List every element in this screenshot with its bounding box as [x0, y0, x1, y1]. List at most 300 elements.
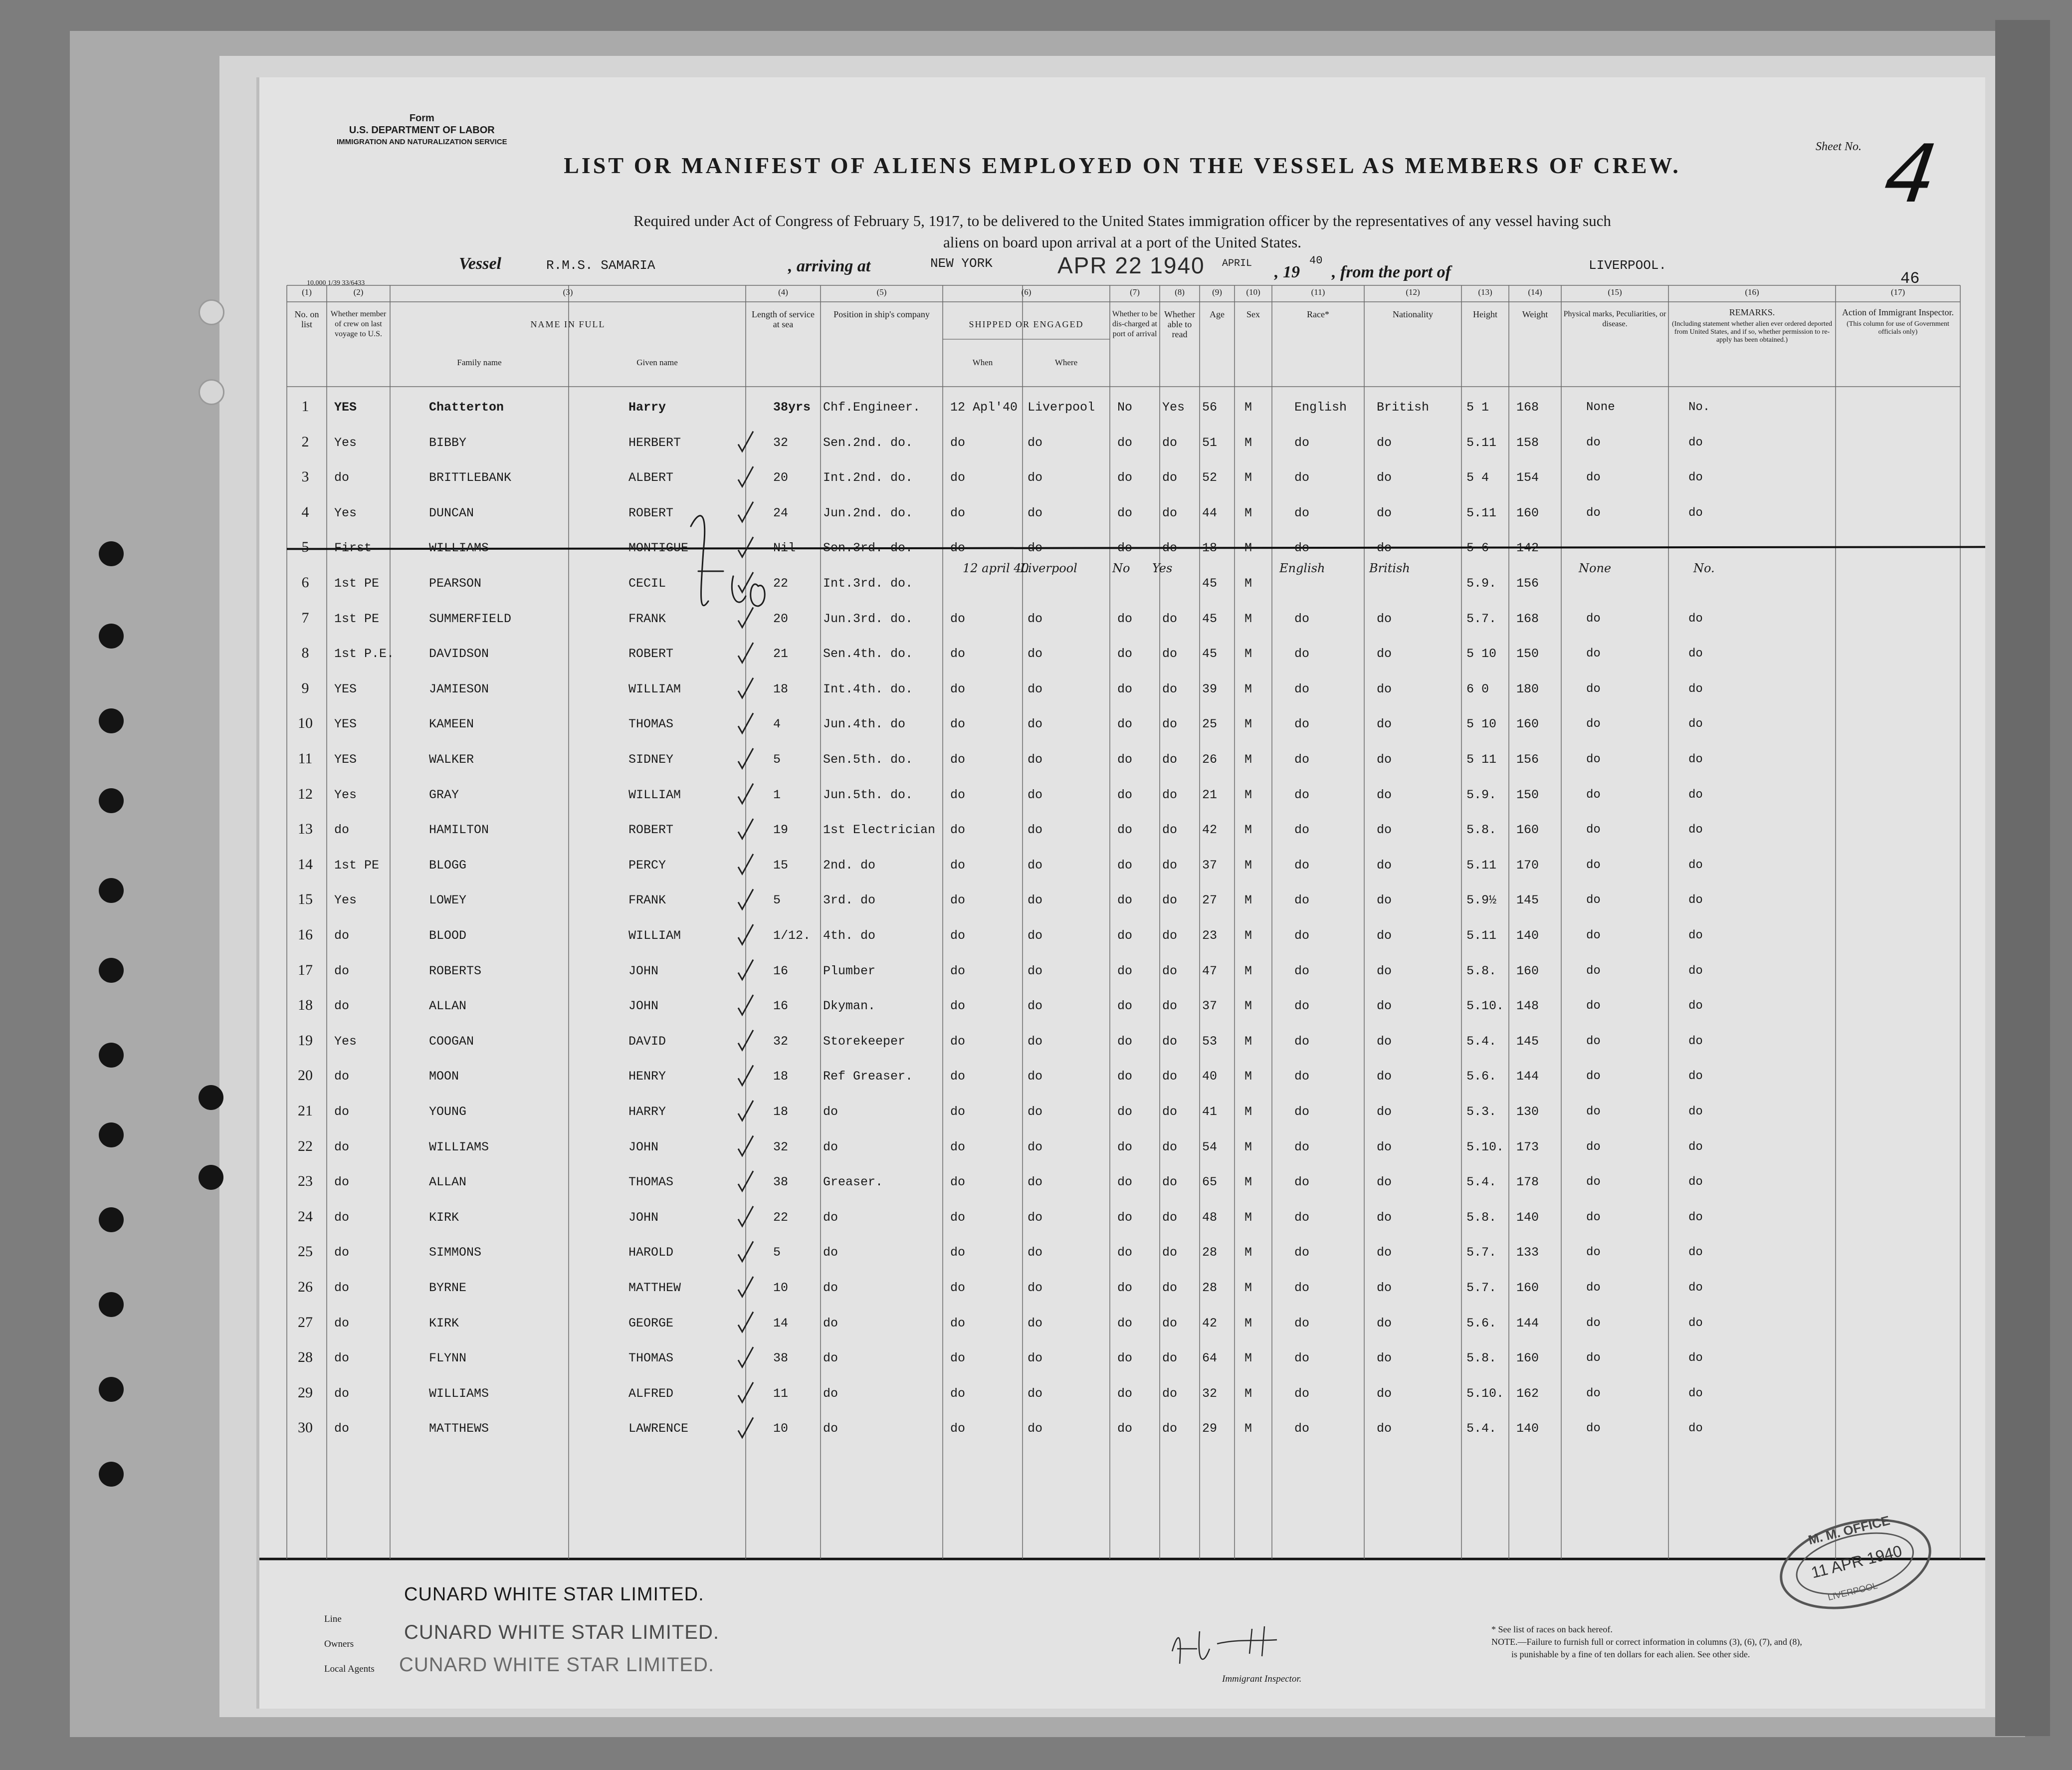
penalty-note-1: NOTE.—Failure to furnish full or correct information in columns (3), (6), (7), and (8), — [1491, 1637, 1802, 1647]
cell-service: 22 — [773, 576, 789, 591]
cell-height: 5 10 — [1466, 647, 1497, 662]
cell-race: do — [1294, 1386, 1310, 1401]
binder-hole — [99, 1122, 124, 1147]
cell-position: 1st Electrician — [823, 823, 936, 838]
column-number-2: (2) — [353, 287, 364, 297]
cell-discharged: do — [1117, 1281, 1133, 1295]
cell-marks: do — [1586, 1210, 1601, 1224]
cell-height: 5.10. — [1466, 999, 1504, 1014]
stamp-city: LIVERPOOL — [1827, 1580, 1879, 1603]
cell-given: JOHN — [628, 963, 659, 978]
column-header-16: REMARKS. — [1729, 307, 1775, 317]
cell-given: CECIL — [628, 576, 666, 591]
cell-where: do — [1028, 893, 1043, 908]
cell-read: do — [1162, 787, 1178, 802]
cell-marks: do — [1586, 753, 1601, 766]
cell-position: Sen.3rd. do. — [823, 541, 913, 556]
cell-read: do — [1162, 999, 1178, 1014]
row-number: 25 — [298, 1243, 313, 1260]
column-number-16: (16) — [1745, 287, 1759, 297]
cell-prev: First — [334, 541, 372, 556]
cell-where: do — [1028, 505, 1043, 520]
column-number-12: (12) — [1406, 287, 1420, 297]
cell-where: do — [1028, 1175, 1043, 1190]
cell-height: 5 1 — [1466, 400, 1489, 415]
cell-sex: M — [1244, 435, 1252, 450]
cell-position: Dkyman. — [823, 999, 876, 1014]
cell-read: do — [1162, 1351, 1178, 1366]
cell-service: 20 — [773, 611, 789, 626]
cell-remarks: do — [1688, 823, 1703, 837]
cell-when: do — [950, 1245, 966, 1260]
cell-marks: do — [1586, 1316, 1601, 1330]
column-header-14: Weight — [1522, 309, 1548, 319]
cell-prev: 1st PE — [334, 611, 380, 626]
cell-position: Sen.4th. do. — [823, 647, 913, 662]
cell-service: 24 — [773, 505, 789, 520]
cell-prev: do — [334, 1386, 350, 1401]
cell-given: FRANK — [628, 611, 666, 626]
cell-prev: do — [334, 1281, 350, 1295]
line-label: Line — [324, 1614, 342, 1624]
column-number-3: (3) — [563, 287, 573, 297]
cell-weight: 140 — [1516, 1421, 1539, 1436]
handwritten-where: Liverpool — [1020, 561, 1077, 576]
cell-sex: M — [1244, 505, 1252, 520]
manifest-subtitle-1: Required under Act of Congress of February 5, 1917, to be delivered to the United States immigration officer by the representatives of any vessel having such — [633, 212, 1611, 229]
row-number: 5 — [301, 539, 309, 556]
cell-sex: M — [1244, 963, 1252, 978]
cell-family: ALLAN — [429, 1175, 467, 1190]
cell-read: do — [1162, 470, 1178, 485]
cell-nationality: do — [1377, 1069, 1392, 1084]
cell-family: BIBBY — [429, 435, 467, 450]
cell-family: WILLIAMS — [429, 1139, 489, 1154]
cell-age: 44 — [1202, 505, 1218, 520]
cell-height: 5.9. — [1466, 576, 1497, 591]
cell-service: 32 — [773, 1139, 789, 1154]
cell-nationality: do — [1377, 470, 1392, 485]
cell-nationality: do — [1377, 435, 1392, 450]
binder-hole — [99, 708, 124, 733]
cell-family: KIRK — [429, 1210, 459, 1225]
cell-sex: M — [1244, 400, 1252, 415]
cell-sex: M — [1244, 752, 1252, 767]
cell-height: 5.4. — [1466, 1034, 1497, 1049]
cell-race: do — [1294, 470, 1310, 485]
cell-discharged: do — [1117, 717, 1133, 732]
row-number: 14 — [298, 856, 313, 873]
arrival-date-stamp: APR 22 1940 — [1057, 252, 1205, 278]
cell-where: do — [1028, 858, 1043, 873]
cell-nationality: do — [1377, 647, 1392, 662]
cell-sex: M — [1244, 681, 1252, 696]
cell-nationality: do — [1377, 1351, 1392, 1366]
cell-race: do — [1294, 1316, 1310, 1330]
cell-sex: M — [1244, 717, 1252, 732]
cell-nationality: do — [1377, 1421, 1392, 1436]
cell-nationality: do — [1377, 823, 1392, 838]
cell-read: do — [1162, 1210, 1178, 1225]
line-company: CUNARD WHITE STAR LIMITED. — [404, 1584, 704, 1605]
binder-hole — [99, 1377, 124, 1402]
cell-family: GRAY — [429, 787, 459, 802]
vessel-label: Vessel — [459, 254, 501, 273]
cell-discharged: do — [1117, 928, 1133, 943]
cell-race: do — [1294, 1175, 1310, 1190]
cell-remarks: do — [1688, 1351, 1703, 1365]
cell-given: THOMAS — [628, 717, 674, 732]
row-number: 13 — [298, 821, 313, 838]
cell-prev: do — [334, 1210, 350, 1225]
agents-value: CUNARD WHITE STAR LIMITED. — [399, 1654, 714, 1676]
cell-prev: YES — [334, 400, 357, 415]
cell-read: do — [1162, 1386, 1178, 1401]
cell-remarks: do — [1688, 682, 1703, 696]
cell-height: 5.8. — [1466, 823, 1497, 838]
cell-height: 5.6. — [1466, 1069, 1497, 1084]
cell-prev: Yes — [334, 505, 357, 520]
cell-discharged: do — [1117, 1034, 1133, 1049]
row-number: 29 — [298, 1384, 313, 1401]
cell-weight: 180 — [1516, 681, 1539, 696]
handwritten-marks: None — [1579, 561, 1612, 576]
cell-remarks: do — [1688, 717, 1703, 731]
column-header-9: Age — [1210, 309, 1225, 319]
sheet-number-label: Sheet No. — [1816, 140, 1862, 153]
cell-read: do — [1162, 1316, 1178, 1330]
strike-through-line — [287, 547, 1985, 549]
cell-service: 5 — [773, 752, 781, 767]
cell-age: 23 — [1202, 928, 1218, 943]
cell-remarks: do — [1688, 893, 1703, 907]
cell-where: do — [1028, 681, 1043, 696]
cell-remarks: do — [1688, 1386, 1703, 1400]
cell-age: 47 — [1202, 963, 1218, 978]
cell-height: 5.7. — [1466, 1281, 1497, 1295]
cell-race: English — [1294, 400, 1347, 415]
year-prefix: , 19 — [1274, 263, 1300, 281]
cell-sex: M — [1244, 541, 1252, 556]
handwritten-discharged: No — [1112, 561, 1130, 576]
binder-hole — [99, 878, 124, 903]
cell-discharged: do — [1117, 787, 1133, 802]
cell-family: HAMILTON — [429, 823, 489, 838]
cell-discharged: do — [1117, 505, 1133, 520]
cell-prev: 1st P.E. — [334, 647, 395, 662]
cell-discharged: do — [1117, 1069, 1133, 1084]
cell-prev: do — [334, 999, 350, 1014]
cell-remarks: do — [1688, 964, 1703, 978]
cell-where: do — [1028, 611, 1043, 626]
cell-prev: Yes — [334, 435, 357, 450]
cell-marks: do — [1586, 1246, 1601, 1260]
cell-race: do — [1294, 717, 1310, 732]
cell-service: 38 — [773, 1175, 789, 1190]
cell-given: MATTHEW — [628, 1281, 681, 1295]
cell-family: DUNCAN — [429, 505, 474, 520]
cell-discharged: do — [1117, 1175, 1133, 1190]
cell-read: do — [1162, 893, 1178, 908]
cell-weight: 168 — [1516, 400, 1539, 415]
column-number-10: (10) — [1246, 287, 1260, 297]
cell-service: 20 — [773, 470, 789, 485]
cell-nationality: do — [1377, 1245, 1392, 1260]
cell-race: do — [1294, 823, 1310, 838]
cell-discharged: do — [1117, 999, 1133, 1014]
cell-family: PEARSON — [429, 576, 482, 591]
cell-read: do — [1162, 1281, 1178, 1295]
cell-marks: do — [1586, 612, 1601, 626]
cell-where: do — [1028, 541, 1043, 556]
cell-marks: do — [1586, 1351, 1601, 1365]
cell-read: do — [1162, 505, 1178, 520]
cell-height: 5.9½ — [1466, 893, 1497, 908]
column-number-4: (4) — [778, 287, 788, 297]
cell-given: JOHN — [628, 1210, 659, 1225]
cell-discharged: do — [1117, 1245, 1133, 1260]
cell-age: 27 — [1202, 893, 1218, 908]
cell-family: WILLIAMS — [429, 1386, 489, 1401]
cell-when: do — [950, 787, 966, 802]
vessel-name: R.M.S. SAMARIA — [546, 258, 655, 273]
cell-weight: 156 — [1516, 576, 1539, 591]
cell-height: 5.11 — [1466, 435, 1497, 450]
column-subheader-3-1: Family name — [457, 358, 502, 367]
cell-when: do — [950, 928, 966, 943]
cell-given: ALBERT — [628, 470, 674, 485]
cell-when: do — [950, 681, 966, 696]
cell-sex: M — [1244, 647, 1252, 662]
cell-service: 18 — [773, 681, 789, 696]
cell-service: 18 — [773, 1069, 789, 1084]
cell-race: do — [1294, 1105, 1310, 1119]
cell-service: 38 — [773, 1351, 789, 1366]
cell-race: do — [1294, 928, 1310, 943]
cell-read: do — [1162, 823, 1178, 838]
cell-marks: do — [1586, 436, 1601, 449]
cell-marks: do — [1586, 682, 1601, 696]
cell-race: do — [1294, 999, 1310, 1014]
cell-remarks: do — [1688, 929, 1703, 942]
cell-family: SUMMERFIELD — [429, 611, 512, 626]
cell-position: Int.2nd. do. — [823, 470, 913, 485]
row-number: 2 — [301, 433, 309, 450]
cell-age: 45 — [1202, 647, 1218, 662]
cell-family: JAMIESON — [429, 681, 489, 696]
row-number: 24 — [298, 1208, 313, 1225]
cell-age: 65 — [1202, 1175, 1218, 1190]
row-number: 18 — [298, 997, 313, 1014]
cell-race: do — [1294, 1139, 1310, 1154]
cell-age: 54 — [1202, 1139, 1218, 1154]
cell-when: do — [950, 999, 966, 1014]
cell-weight: 150 — [1516, 787, 1539, 802]
cell-read: do — [1162, 928, 1178, 943]
cell-when: do — [950, 647, 966, 662]
cell-marks: None — [1586, 401, 1615, 414]
handwritten-read: Yes — [1152, 561, 1173, 576]
binder-hole — [99, 1043, 124, 1068]
cell-sex: M — [1244, 1351, 1252, 1366]
cell-discharged: do — [1117, 541, 1133, 556]
cell-read: do — [1162, 717, 1178, 732]
binder-hole — [99, 1462, 124, 1487]
cell-nationality: do — [1377, 858, 1392, 873]
row-number: 26 — [298, 1279, 313, 1295]
cell-sex: M — [1244, 576, 1252, 591]
column-header-13: Height — [1473, 309, 1497, 319]
column-number-6: (6) — [1021, 287, 1032, 297]
cell-nationality: do — [1377, 1139, 1392, 1154]
cell-prev: do — [334, 1245, 350, 1260]
cell-when: 12 Apl'40 — [950, 400, 1018, 415]
cell-race: do — [1294, 611, 1310, 626]
binder-hole — [99, 624, 124, 649]
cell-age: 32 — [1202, 1386, 1218, 1401]
cell-weight: 133 — [1516, 1245, 1539, 1260]
cell-service: 38yrs — [773, 400, 811, 415]
cell-age: 37 — [1202, 858, 1218, 873]
cell-position: Storekeeper — [823, 1034, 906, 1049]
cell-weight: 150 — [1516, 647, 1539, 662]
column-number-14: (14) — [1528, 287, 1542, 297]
cell-age: 39 — [1202, 681, 1218, 696]
cell-prev: Yes — [334, 787, 357, 802]
column-number-7: (7) — [1130, 287, 1140, 297]
cell-family: BLOGG — [429, 858, 467, 873]
cell-when: do — [950, 752, 966, 767]
cell-prev: YES — [334, 681, 357, 696]
binder-hole — [99, 1292, 124, 1317]
cell-service: 15 — [773, 858, 789, 873]
row-number: 12 — [298, 785, 313, 802]
column-header-4: Length of service at sea — [752, 309, 815, 329]
cell-given: HENRY — [628, 1069, 666, 1084]
column-header-2: Whether member of crew on last voyage to U.S. — [330, 310, 387, 338]
column-header-3: NAME IN FULL — [530, 319, 606, 329]
cell-when: do — [950, 1351, 966, 1366]
cell-weight: 168 — [1516, 611, 1539, 626]
cell-height: 5.10. — [1466, 1139, 1504, 1154]
cell-when: do — [950, 1386, 966, 1401]
cell-remarks: No. — [1688, 401, 1710, 414]
cell-remarks: do — [1688, 1070, 1703, 1084]
row-number: 7 — [301, 609, 309, 626]
cell-marks: do — [1586, 1034, 1601, 1048]
cell-weight: 160 — [1516, 963, 1539, 978]
cell-given: THOMAS — [628, 1175, 674, 1190]
owners-value: CUNARD WHITE STAR LIMITED. — [404, 1621, 719, 1643]
cell-where: do — [1028, 470, 1043, 485]
cell-race: do — [1294, 963, 1310, 978]
handwritten-race: English — [1279, 561, 1325, 576]
cell-nationality: do — [1377, 893, 1392, 908]
cell-nationality: do — [1377, 717, 1392, 732]
cell-prev: Yes — [334, 893, 357, 908]
cell-position: Sen.5th. do. — [823, 752, 913, 767]
manifest-sheet — [259, 77, 1985, 1709]
cell-position: 4th. do — [823, 928, 876, 943]
cell-nationality: do — [1377, 752, 1392, 767]
cell-where: do — [1028, 647, 1043, 662]
cell-given: HARRY — [628, 1105, 666, 1119]
row-number: 17 — [298, 961, 313, 978]
cell-weight: 145 — [1516, 893, 1539, 908]
print-code: 10,000 1/39 33/6433 — [307, 279, 365, 287]
cell-given: LAWRENCE — [628, 1421, 689, 1436]
cell-weight: 160 — [1516, 823, 1539, 838]
cell-remarks: do — [1688, 1210, 1703, 1224]
page-number: 46 — [1900, 269, 1920, 288]
cell-weight: 160 — [1516, 1281, 1539, 1295]
arriving-label: , arriving at — [788, 257, 871, 275]
cell-where: do — [1028, 928, 1043, 943]
cell-height: 5.6. — [1466, 1316, 1497, 1330]
cell-age: 53 — [1202, 1034, 1218, 1049]
cell-given: PERCY — [628, 858, 666, 873]
cell-given: FRANK — [628, 893, 666, 908]
cell-remarks: do — [1688, 647, 1703, 661]
cell-nationality: do — [1377, 963, 1392, 978]
cell-when: do — [950, 505, 966, 520]
sheet-number: 4 — [1878, 127, 1943, 221]
cell-remarks: do — [1688, 612, 1703, 626]
cell-service: 22 — [773, 1210, 789, 1225]
cell-age: 29 — [1202, 1421, 1218, 1436]
cell-position: Plumber — [823, 963, 876, 978]
cell-family: ALLAN — [429, 999, 467, 1014]
cell-nationality: do — [1377, 1034, 1392, 1049]
cell-given: WILLIAM — [628, 681, 681, 696]
cell-discharged: do — [1117, 611, 1133, 626]
column-number-1: (1) — [302, 287, 312, 297]
cell-height: 5.8. — [1466, 1351, 1497, 1366]
cell-service: 16 — [773, 963, 789, 978]
cell-sex: M — [1244, 823, 1252, 838]
cell-marks: do — [1586, 858, 1601, 872]
column-header-6: SHIPPED OR ENGAGED — [969, 319, 1084, 329]
cell-position: Jun.3rd. do. — [823, 611, 913, 626]
races-note: * See list of races on back hereof. — [1491, 1624, 1613, 1634]
cell-age: 45 — [1202, 611, 1218, 626]
row-number: 22 — [298, 1137, 313, 1154]
cell-sex: M — [1244, 1139, 1252, 1154]
cell-age: 21 — [1202, 787, 1218, 802]
cell-family: BYRNE — [429, 1281, 467, 1295]
cell-height: 5 6 — [1466, 541, 1489, 556]
cell-race: do — [1294, 541, 1310, 556]
cell-read: do — [1162, 541, 1178, 556]
row-number: 20 — [298, 1067, 313, 1084]
cell-remarks: do — [1688, 1246, 1703, 1260]
column-number-5: (5) — [876, 287, 887, 297]
cell-prev: 1st PE — [334, 576, 380, 591]
cell-height: 5.7. — [1466, 611, 1497, 626]
cell-remarks: do — [1688, 1281, 1703, 1295]
cell-given: THOMAS — [628, 1351, 674, 1366]
cell-family: YOUNG — [429, 1105, 467, 1119]
cell-given: JOHN — [628, 999, 659, 1014]
cell-position: do — [823, 1281, 838, 1295]
cell-remarks: do — [1688, 1140, 1703, 1154]
column-number-15: (15) — [1608, 287, 1622, 297]
row-number: 9 — [301, 679, 309, 696]
column-note-17: (This column for use of Government officials only) — [1847, 320, 1949, 336]
row-number: 27 — [298, 1314, 313, 1330]
handwritten-nationality: British — [1369, 561, 1410, 576]
owners-label: Owners — [324, 1639, 354, 1649]
